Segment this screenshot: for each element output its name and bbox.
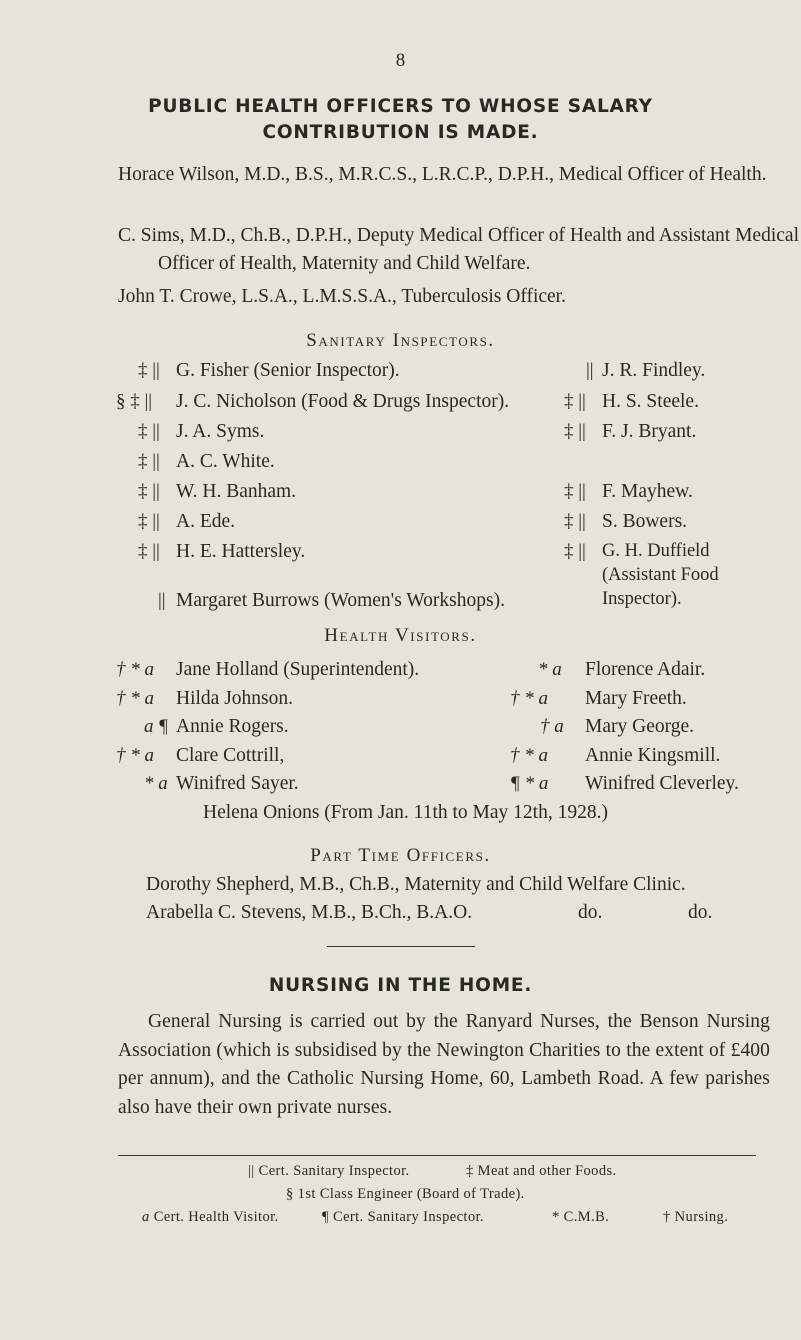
inspector-marks: ‡ ||	[138, 541, 160, 562]
inspector-name: J. R. Findley.	[602, 360, 706, 381]
inspector-name: Margaret Burrows (Women's Workshops).	[176, 590, 505, 611]
inspector-name: A. C. White.	[176, 451, 275, 472]
inspector-marks: ‡ ||	[138, 511, 160, 532]
visitor-name: Florence Adair.	[585, 659, 706, 680]
inspector-marks: ||	[158, 590, 166, 611]
inspector-name: F. Mayhew.	[602, 481, 693, 502]
visitor-name: Hilda Johnson.	[176, 688, 293, 709]
inspector-marks: ‡ ||	[138, 481, 160, 502]
inspector-name: W. H. Banham.	[176, 481, 297, 502]
inspector-marks: ‡ ||	[564, 391, 586, 412]
footnote: ‡ Meat and other Foods.	[466, 1163, 617, 1179]
visitor-marks: ¶ * a	[510, 773, 549, 794]
visitor-name: Winifred Sayer.	[176, 773, 299, 794]
inspector-name: J. A. Syms.	[176, 421, 265, 442]
visitor-name: Mary Freeth.	[585, 688, 687, 709]
inspector-name: J. C. Nicholson (Food & Drugs Inspector).	[176, 391, 510, 412]
footnote: || Cert. Sanitary Inspector.	[248, 1163, 410, 1179]
visitor-marks: † * a	[510, 745, 548, 766]
ditto-mark: do.	[578, 902, 603, 923]
part-time-officers-title: Part Time Officers.	[310, 845, 491, 866]
inspector-name: H. S. Steele.	[602, 391, 699, 412]
footnote-rule	[118, 1155, 756, 1156]
inspector-marks: ‡ ||	[564, 541, 586, 562]
part-time-officer: Dorothy Shepherd, M.B., Ch.B., Maternity and Child Welfare Clinic.	[146, 874, 686, 895]
officer-entry: C. Sims, M.D., Ch.B., D.P.H., Deputy Medical Officer of Health and Assistant Medical Officer of Health, Maternity and Child Welfare.	[118, 225, 799, 274]
ditto-mark: do.	[688, 902, 713, 923]
footnote-text: Cert. Health Visitor.	[153, 1209, 279, 1225]
heading-line-1: PUBLIC HEALTH OFFICERS TO WHOSE SALARY	[148, 96, 653, 117]
visitor-marks: * a	[538, 659, 562, 680]
nursing-heading: NURSING IN THE HOME.	[268, 975, 533, 996]
officer-entry: John T. Crowe, L.S.A., L.M.S.S.A., Tuberculosis Officer.	[118, 286, 566, 307]
visitor-name: Clare Cottrill,	[176, 745, 285, 766]
health-visitors-title: Health Visitors.	[324, 625, 477, 646]
visitor-marks: † * a	[116, 659, 154, 680]
footnote: † Nursing.	[663, 1209, 729, 1225]
footnote: § 1st Class Engineer (Board of Trade).	[286, 1186, 525, 1202]
footnote: ¶ Cert. Sanitary Inspector.	[322, 1209, 484, 1225]
visitor-marks: † * a	[116, 745, 154, 766]
footnote-mark: a	[142, 1209, 150, 1225]
visitor-marks: † * a	[510, 688, 548, 709]
visitor-marks: a ¶	[144, 716, 169, 737]
inspector-name: F. J. Bryant.	[602, 421, 697, 442]
inspector-marks: ‡ ||	[564, 421, 586, 442]
inspector-marks: ‡ ||	[138, 451, 160, 472]
visitor-name: Annie Rogers.	[176, 716, 289, 737]
visitor-name: Jane Holland (Superintendent).	[176, 659, 420, 680]
visitor-name: Mary George.	[585, 716, 695, 737]
visitor-name: Annie Kingsmill.	[585, 745, 721, 766]
inspector-marks: ‡ ||	[138, 360, 160, 381]
inspector-marks: ‡ ||	[564, 481, 586, 502]
part-time-officer: Arabella C. Stevens, M.B., B.Ch., B.A.O.	[146, 902, 473, 923]
sanitary-inspectors-title: Sanitary Inspectors.	[306, 330, 495, 351]
footnote: * C.M.B.	[552, 1209, 610, 1225]
inspector-name: G. H. Duffield (Assistant Food Inspector).	[602, 541, 719, 609]
inspector-marks: § ‡ ||	[116, 391, 153, 412]
visitor-marks: † * a	[116, 688, 154, 709]
footnote	[142, 1209, 279, 1226]
nursing-paragraph: General Nursing is carried out by the Ranyard Nurses, the Benson Nursing Association (which is subsidised by the Newington Charities to the extent of £400 per annum), and the Catholic Nursing Home, 60, Lambeth Road. A few parishes also have their own private nurses.	[118, 1011, 770, 1118]
inspector-name: A. Ede.	[176, 511, 236, 532]
section-divider	[327, 946, 475, 947]
inspector-marks: ‡ ||	[138, 421, 160, 442]
visitor-marks: † a	[540, 716, 564, 737]
inspector-marks: ||	[586, 360, 594, 381]
inspector-name: H. E. Hattersley.	[176, 541, 306, 562]
visitor-marks: * a	[144, 773, 168, 794]
visitor-name: Winifred Cleverley.	[585, 773, 739, 794]
inspector-name: G. Fisher (Senior Inspector).	[176, 360, 400, 381]
page-number: 8	[395, 50, 406, 71]
visitor-extra: Helena Onions (From Jan. 11th to May 12th, 1928.)	[203, 802, 608, 823]
inspector-name: S. Bowers.	[602, 511, 688, 532]
inspector-marks: ‡ ||	[564, 511, 586, 532]
officer-entry: Horace Wilson, M.D., B.S., M.R.C.S., L.R.C.P., D.P.H., Medical Officer of Health.	[118, 164, 767, 185]
heading-line-2: CONTRIBUTION IS MADE.	[262, 122, 539, 143]
